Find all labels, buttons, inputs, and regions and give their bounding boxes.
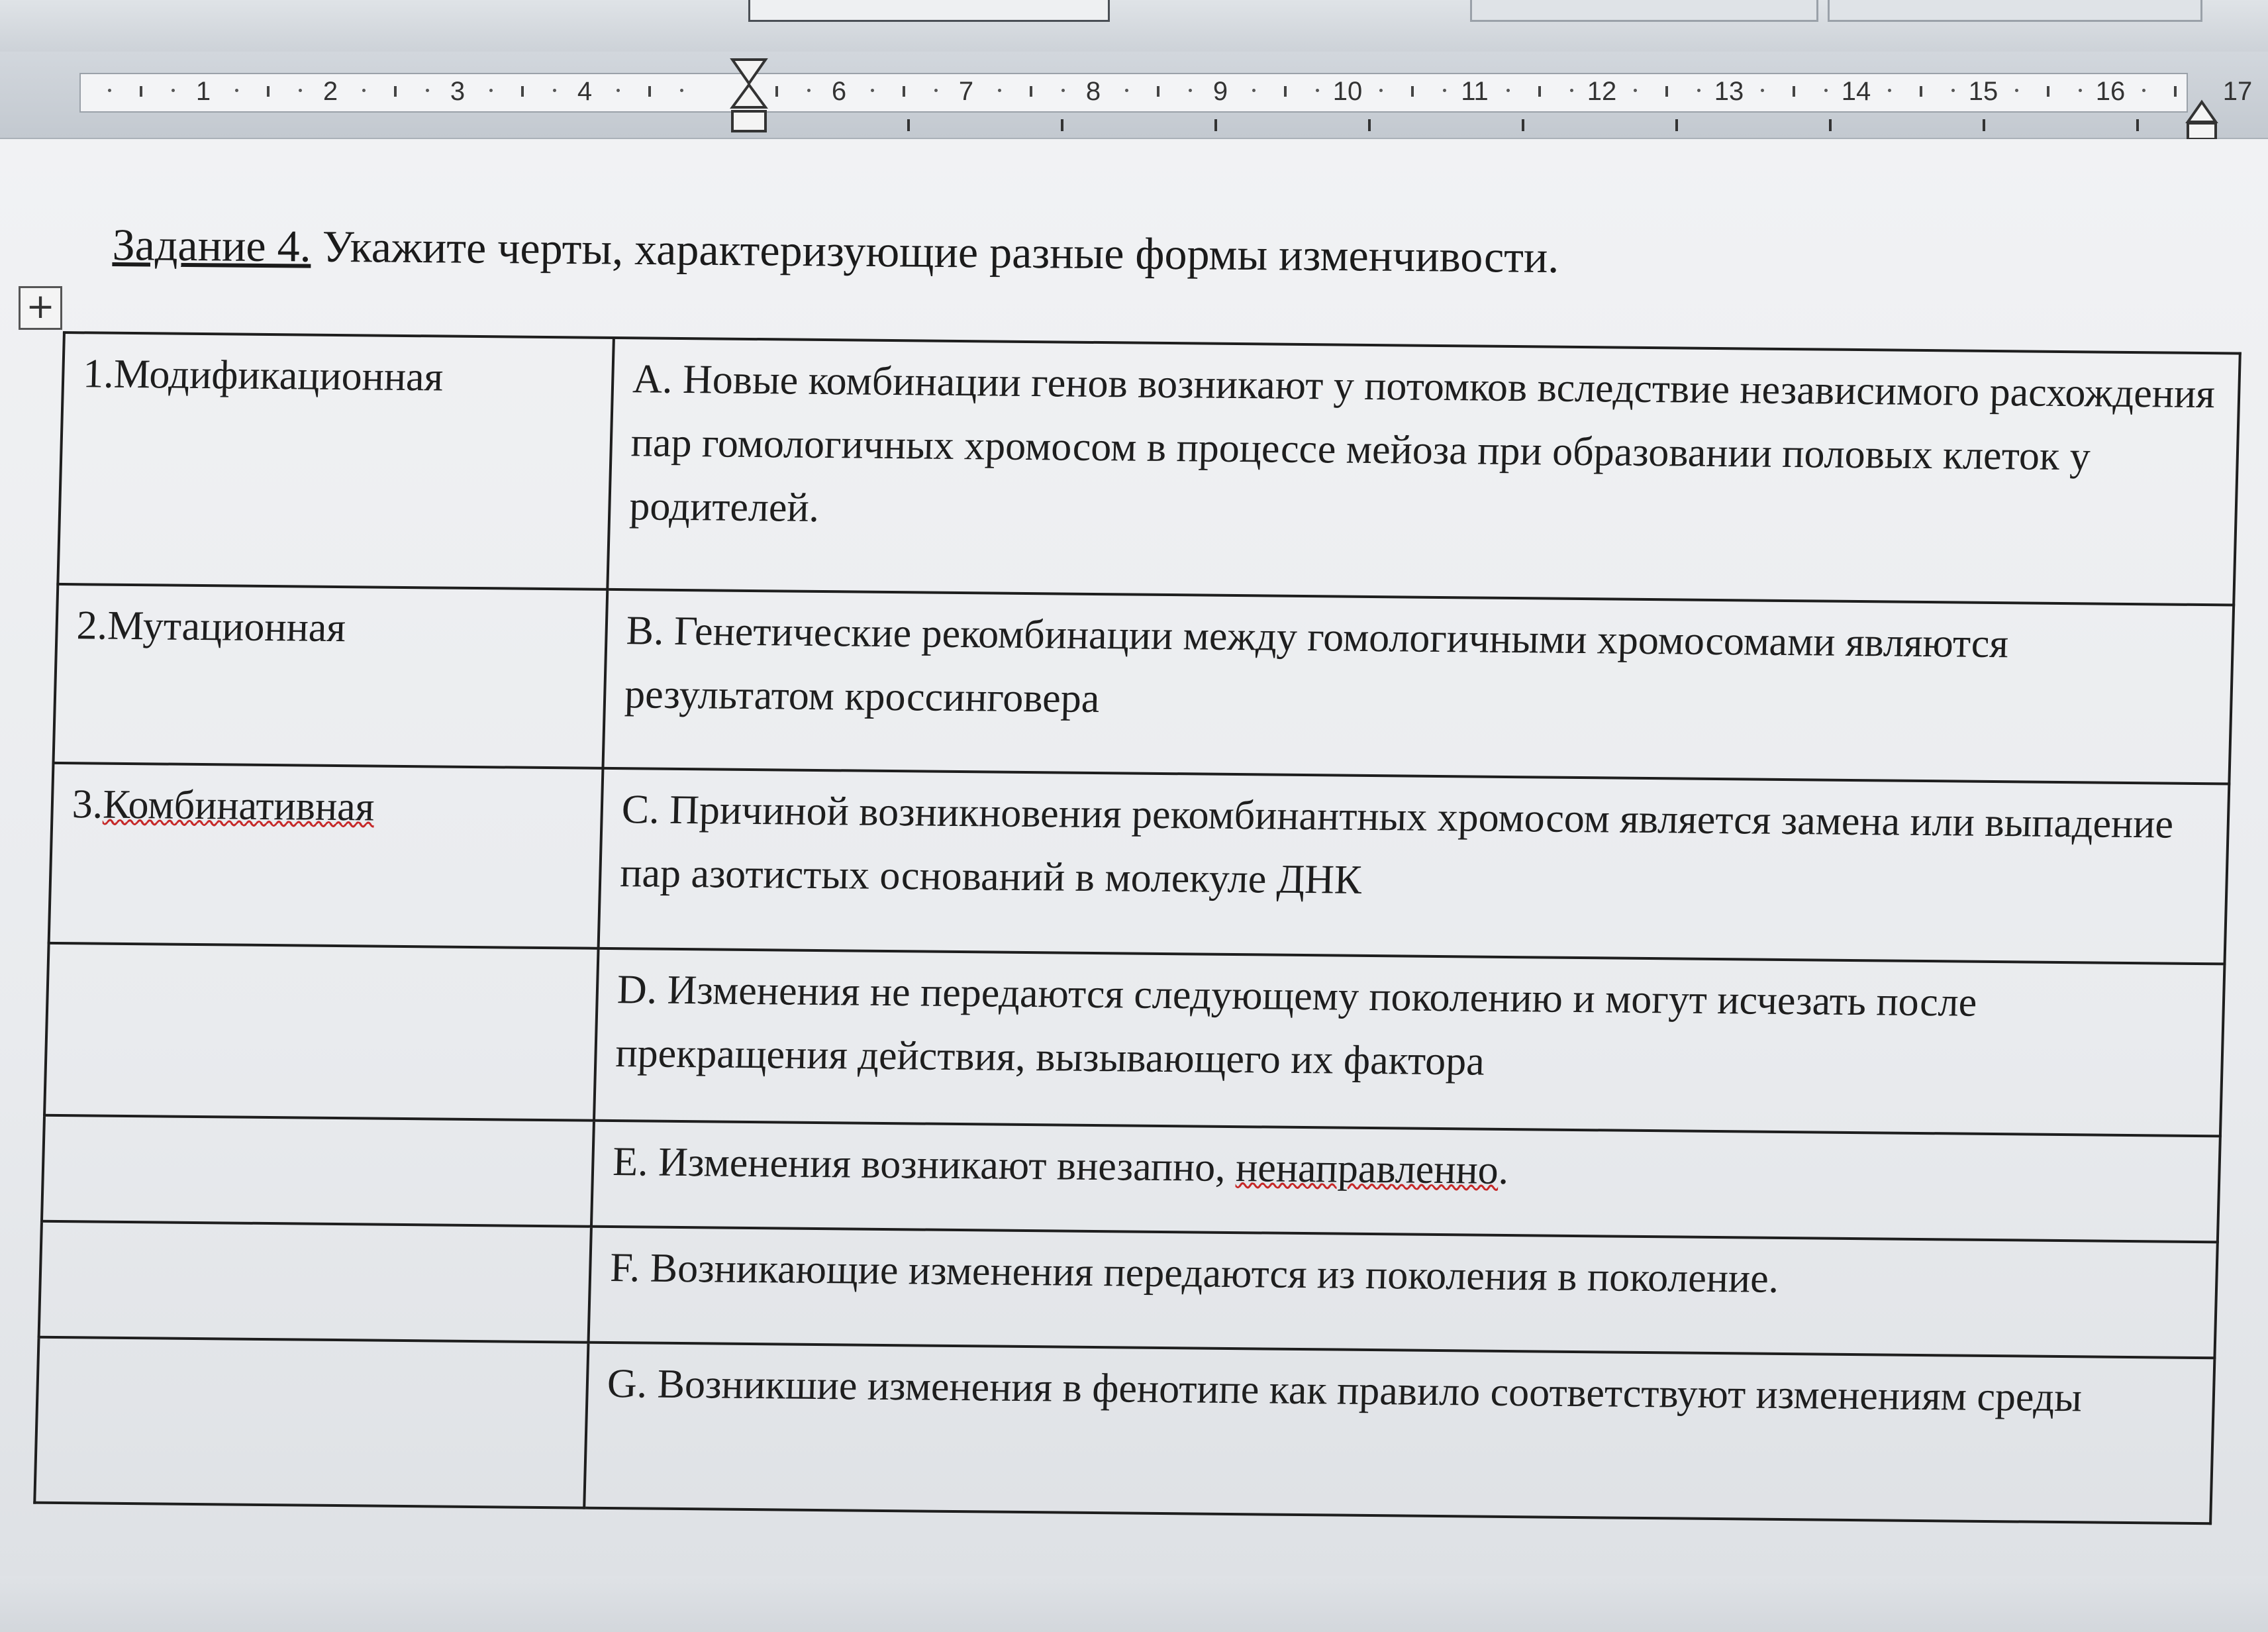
ruler-tick	[267, 86, 270, 97]
ruler-number: 15	[1968, 77, 1998, 106]
spellcheck-word[interactable]: Комбинативная	[102, 782, 375, 830]
ruler-dot	[2015, 89, 2018, 92]
ruler-tick	[2174, 86, 2177, 97]
ruler-number: 17	[2222, 77, 2253, 106]
ruler-dot	[1506, 89, 1510, 92]
column-marker	[1061, 119, 1063, 131]
ruler-number: 13	[1714, 77, 1744, 106]
ruler-dot	[426, 89, 429, 92]
form-cell[interactable]	[42, 1115, 594, 1227]
ruler-tick	[1030, 86, 1032, 97]
ruler-dot	[1951, 89, 1955, 92]
table-row	[58, 332, 2240, 605]
form-cell[interactable]	[39, 1221, 591, 1343]
table-row	[39, 1221, 2218, 1358]
column-marker	[1675, 119, 1678, 131]
ruler-tick	[1411, 86, 1414, 97]
ruler-tick	[394, 86, 397, 97]
ruler-number: 7	[958, 77, 974, 106]
variability-table	[33, 331, 2242, 1525]
ruler-tick	[775, 86, 778, 97]
page-bottom-shadow	[0, 1576, 2268, 1632]
ruler-tick	[521, 86, 524, 97]
form-cell[interactable]	[49, 763, 603, 948]
table-row	[42, 1115, 2220, 1243]
table-move-handle-icon[interactable]: +	[19, 286, 62, 330]
ruler-dot	[108, 89, 111, 92]
right-indent-marker-icon[interactable]	[2185, 99, 2218, 142]
ruler-tick	[2047, 86, 2049, 97]
ruler-dot	[1888, 89, 1891, 92]
ruler-number: 6	[831, 77, 847, 106]
ruler-number: 10	[1332, 77, 1363, 106]
ruler-number: 8	[1085, 77, 1101, 106]
table-row	[44, 943, 2224, 1136]
ruler-tick	[1284, 86, 1287, 97]
toolbar-box[interactable]	[1828, 0, 2202, 22]
ruler-number: 1	[195, 77, 211, 106]
table-container	[32, 331, 2241, 1544]
ruler-number: 11	[1461, 77, 1489, 106]
table-row	[49, 763, 2230, 964]
ruler-dot	[362, 89, 366, 92]
ruler-number: 4	[577, 77, 593, 106]
trait-cell[interactable]: G. Возникшие изменения в фенотипе как правило соответствуют изменениям среды	[584, 1343, 2214, 1524]
column-marker	[2136, 119, 2139, 131]
ruler-dot	[616, 89, 620, 92]
ruler-dot	[1316, 89, 1319, 92]
form-cell[interactable]	[44, 943, 599, 1121]
form-cell[interactable]: 2.Мутационная	[53, 584, 607, 768]
ruler-dot	[489, 89, 493, 92]
trait-text: .	[1497, 1147, 1510, 1194]
column-marker	[1522, 119, 1524, 131]
table-row	[34, 1337, 2214, 1523]
ruler-dot	[1634, 89, 1637, 92]
ruler-dot	[2079, 89, 2082, 92]
ruler-dot	[1189, 89, 1192, 92]
ruler-number: 12	[1587, 77, 1617, 106]
ruler-dot	[807, 89, 811, 92]
ruler-number: 9	[1212, 77, 1228, 106]
task-label: Задание 4.	[112, 219, 311, 272]
ruler-dot	[1061, 89, 1065, 92]
column-marker	[907, 119, 910, 131]
ruler-tick	[903, 86, 905, 97]
task-text: Укажите черты, характеризующие разные формы изменчивости.	[311, 221, 1559, 283]
trait-cell[interactable]: А. Новые комбинации генов возникают у потомков вследствие независимого расхождения пар гомологичных хромосом в процессе мейоза при образовании половых клеток у родителей.	[607, 338, 2240, 605]
ruler-dot	[998, 89, 1001, 92]
trait-cell[interactable]	[591, 1121, 2220, 1243]
indent-marker-icon[interactable]	[728, 57, 769, 135]
ruler-dot	[1443, 89, 1446, 92]
ruler-dot	[172, 89, 175, 92]
trait-text: Е. Изменения возникают внезапно,	[612, 1139, 1237, 1191]
column-marker	[1829, 119, 1832, 131]
ruler-tick	[1920, 86, 1922, 97]
ruler-dot	[934, 89, 938, 92]
ruler-dot	[1824, 89, 1828, 92]
ruler-dot	[1252, 89, 1256, 92]
column-marker	[1368, 119, 1371, 131]
ruler-number: 2	[322, 77, 338, 106]
ruler-dot	[235, 89, 238, 92]
ruler-number: 14	[1841, 77, 1871, 106]
form-cell[interactable]	[34, 1337, 588, 1508]
ruler-tick	[140, 86, 142, 97]
ruler-number: 3	[450, 77, 466, 106]
ruler-tick	[1538, 86, 1541, 97]
ruler-dot	[1697, 89, 1701, 92]
ruler-dot	[553, 89, 556, 92]
ruler-dot	[1379, 89, 1383, 92]
column-marker	[1983, 119, 1985, 131]
trait-cell[interactable]: F. Возникающие изменения передаются из поколения в поколение.	[589, 1227, 2218, 1358]
ruler-dot	[2142, 89, 2145, 92]
ruler-dot	[299, 89, 302, 92]
ruler-tick	[648, 86, 651, 97]
form-number: 3.	[72, 782, 104, 827]
ruler-dot	[871, 89, 874, 92]
toolbar-strip	[0, 0, 2268, 52]
ruler-tick	[1157, 86, 1159, 97]
ruler-dot	[680, 89, 683, 92]
trait-cell[interactable]: D. Изменения не передаются следующему поколению и могут исчезать после прекращения действия, вызывающего их фактора	[594, 948, 2224, 1137]
form-cell[interactable]: 1.Модификационная	[58, 332, 614, 589]
ruler-dot	[1125, 89, 1128, 92]
column-marker	[1214, 119, 1217, 131]
ruler-dot	[1761, 89, 1764, 92]
ruler-tick	[1665, 86, 1668, 97]
trait-cell[interactable]: В. Генетические рекомбинации между гомологичными хромосомами являются результатом кроссинговера	[603, 589, 2234, 784]
table-row	[53, 584, 2234, 784]
toolbar-box[interactable]	[748, 0, 1110, 22]
ruler-tick	[1793, 86, 1795, 97]
ruler-dot	[1570, 89, 1573, 92]
toolbar-box[interactable]	[1470, 0, 1818, 22]
trait-cell[interactable]: С. Причиной возникновения рекомбинантных хромосом является замена или выпадение пар азотистых оснований в молекуле ДНК	[599, 768, 2230, 964]
spellcheck-word[interactable]: ненаправленно	[1235, 1145, 1499, 1193]
ruler-number: 16	[2095, 77, 2126, 106]
